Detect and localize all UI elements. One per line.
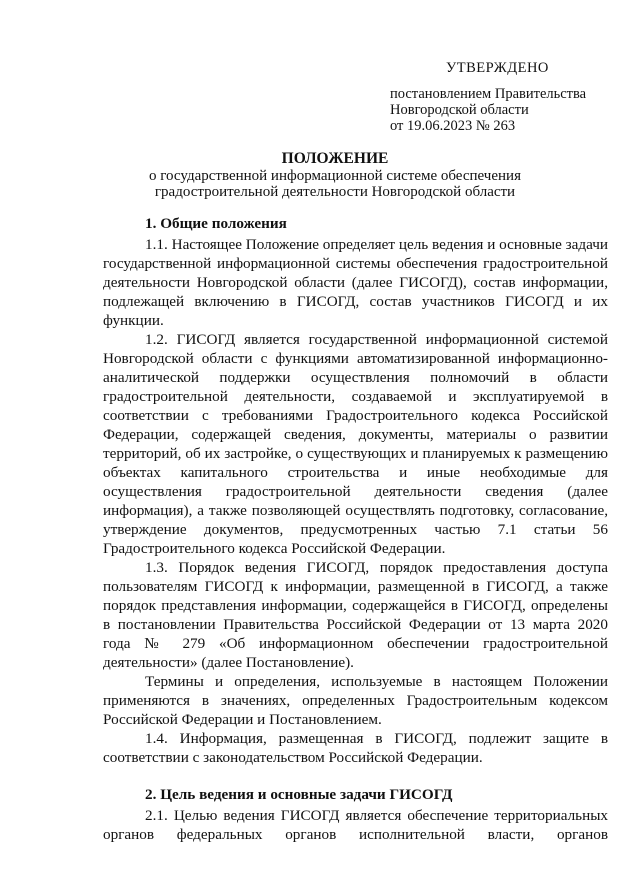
approval-line-1: постановлением Правительства bbox=[390, 86, 587, 102]
subtitle-line-2: градостроительной деятельности Новгородской области bbox=[154, 184, 516, 200]
approval-line-2: Новгородской области bbox=[390, 102, 529, 118]
document-title: ПОЛОЖЕНИЕ bbox=[281, 150, 389, 167]
paragraph-1-2: 1.2. ГИСОГД является государственной информационной системой Новгородской области с функциями автоматизированной информационно-аналитической поддержки осуществления полномочий в области градостроительной деятельности, создаваемой и эксплуатируемой в соответствии с требованиями Градостроительного кодекса Российской Федерации, содержащей сведения, документы, материалы о развитии территорий, об их застройке, о существующих и планируемых к размещению объектах капитального строительства и иные необходимые для осуществления градостроительной деятельности сведения (далее информация), а также позволяющей осуществлять подготовку, согласование, утверждение документов, предусмотренных частью 7.1 статьи 56 Градостроительного кодекса Российской Федерации. bbox=[103, 331, 608, 557]
paragraph-2-1: 2.1. Целью ведения ГИСОГД является обеспечение территориальных органов федеральных органов исполнительной власти, органов bbox=[103, 807, 608, 843]
document-subtitle bbox=[0, 168, 640, 200]
paragraph-1-1: 1.1. Настоящее Положение определяет цель ведения и основные задачи государственной информационной системы обеспечения градостроительной деятельности Новгородской области (далее ГИСОГД), состав информации, подлежащей включению в ГИСОГД, состав участников ГИСОГД и их функции. bbox=[103, 236, 608, 329]
paragraph-1-3: 1.3. Порядок ведения ГИСОГД, порядок предоставления доступа пользователям ГИСОГД к информации, размещенной в ГИСОГД, а также порядок представления информации, содержащейся в ГИСОГД, определены в постановлении Правительства Российской Федерации от 13 марта 2020 года № 279 «Об информационном обеспечении градостроительной деятельности» (далее Постановление). bbox=[103, 559, 608, 671]
paragraph-1-3-terms: Термины и определения, используемые в настоящем Положении применяются в значениях, определенных Градостроительным кодексом Российской Федерации и Постановлением. bbox=[103, 673, 608, 728]
approval-stamp bbox=[390, 60, 620, 134]
section-2-heading: 2. Цель ведения и основные задачи ГИСОГД bbox=[145, 786, 453, 803]
paragraph-1-4: 1.4. Информация, размещенная в ГИСОГД, подлежит защите в соответствии с законодательством Российской Федерации. bbox=[103, 730, 608, 766]
section-1-heading: 1. Общие положения bbox=[145, 215, 287, 232]
approval-heading: УТВЕРЖДЕНО bbox=[446, 60, 549, 76]
section-gap bbox=[103, 767, 608, 785]
approval-line-3: от 19.06.2023 № 263 bbox=[390, 118, 516, 134]
document-body bbox=[103, 214, 608, 844]
subtitle-line-1: о государственной информационной системе обеспечения bbox=[149, 168, 521, 184]
